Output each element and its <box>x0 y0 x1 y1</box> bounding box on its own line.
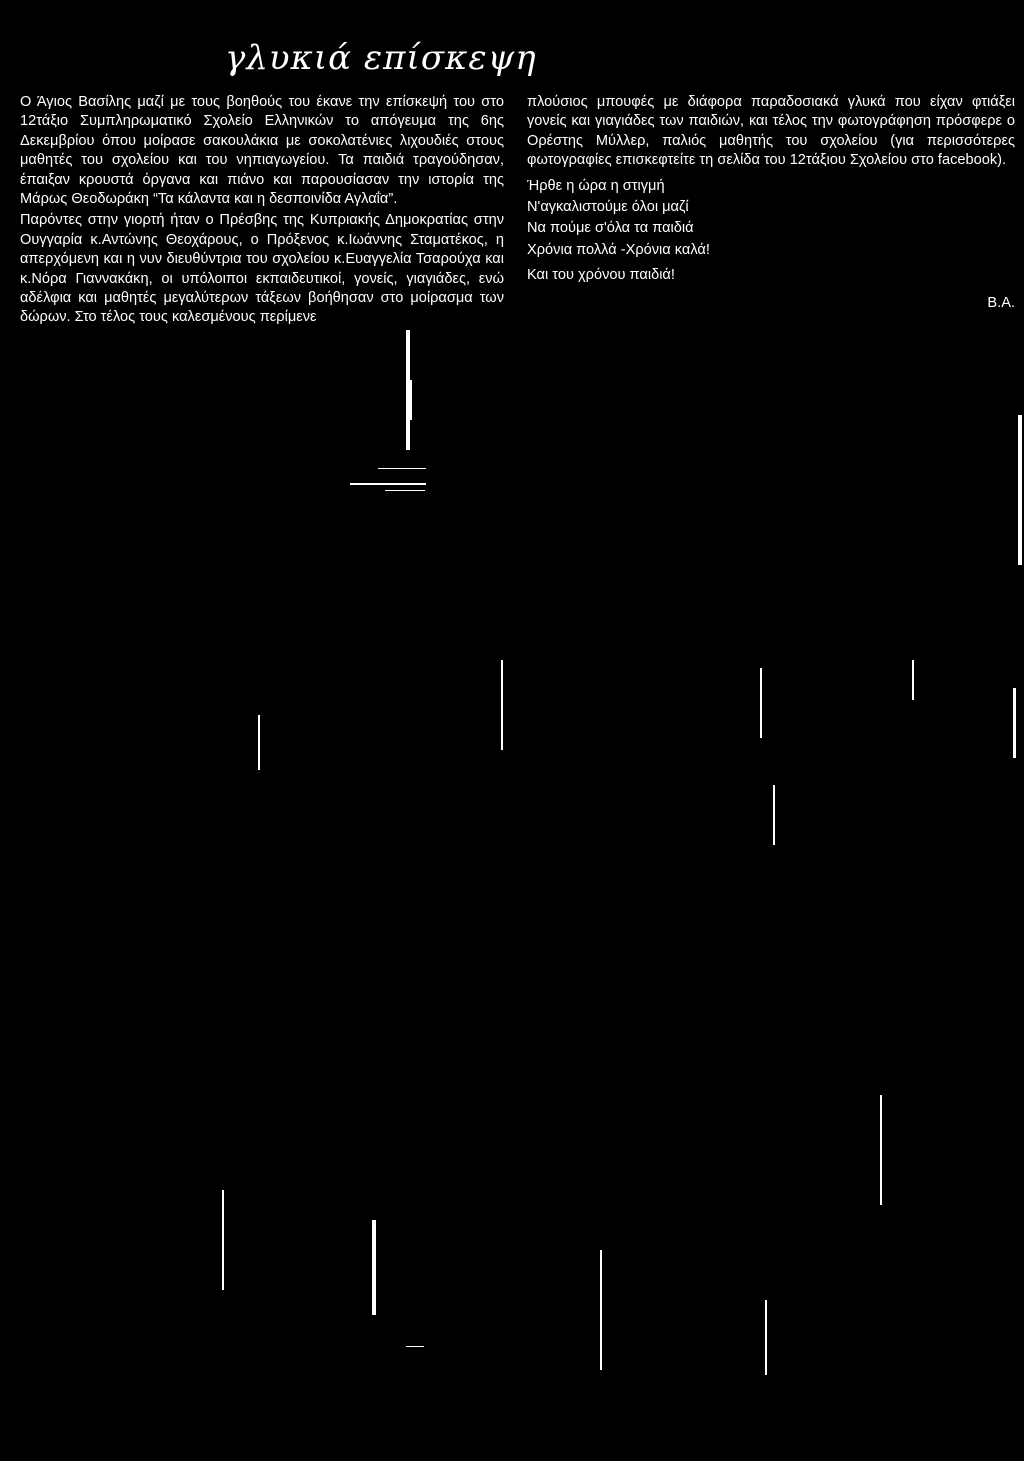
poem-line-1: Ήρθε η ώρα η στιγμή <box>527 177 665 194</box>
signature: Β.Α. <box>987 294 1015 311</box>
scan-artifact <box>773 785 775 845</box>
scan-artifact <box>372 1220 376 1315</box>
poem-line-3: Να πούμε σ'όλα τα παιδιά <box>527 220 694 237</box>
scan-artifact <box>378 468 426 469</box>
poem-line-4: Χρόνια πολλά -Χρόνια καλά! <box>527 241 710 258</box>
scan-artifact <box>222 1190 224 1290</box>
scan-artifact <box>880 1095 882 1205</box>
closing-line: Και του χρόνου παιδιά! <box>527 267 675 284</box>
article-title: γλυκιά επίσκεψη <box>225 38 537 78</box>
poem-line-2: Ν'αγκαλιστούμε όλοι μαζί <box>527 199 689 216</box>
scan-artifact <box>1018 415 1022 565</box>
scan-artifact <box>350 483 426 485</box>
scan-artifact <box>765 1300 767 1375</box>
left-column <box>20 93 504 328</box>
right-paragraph: πλούσιος μπουφές με διάφορα παραδοσιακά γλυκά που είχαν φτιάξει γονείς και γιαγιάδες των παιδιών, και τέλος την φωτογράφηση πρόσφερε ο Ορέστης Μύλλερ, παλιός μαθητής του σχολείου (για περισσότερες φωτογραφίες επισκεφτείτε τη σελίδα του 12τάξιου Σχολείου στο facebook). <box>527 94 1015 169</box>
right-column <box>527 93 1015 313</box>
scan-artifact <box>501 660 503 750</box>
scan-artifact <box>385 490 425 491</box>
scan-artifact <box>258 715 260 770</box>
scan-artifact <box>600 1250 602 1370</box>
scan-artifact <box>406 1346 424 1347</box>
scan-artifact <box>912 660 914 700</box>
scan-artifact <box>1013 688 1016 758</box>
scan-artifact <box>410 380 412 420</box>
scan-artifact <box>760 668 762 738</box>
left-paragraph-2: Παρόντες στην γιορτή ήταν ο Πρέσβης της Κυπριακής Δημοκρατίας στην Ουγγαρία κ.Αντώνης Θεοχάρους, ο Πρόξενος κ.Ιωάννης Σταματέκος, η απερχόμενη και η νυν διευθύντρια του σχολείου κ.Ευαγγελία Τσαρούχα και κ.Νόρα Γιαννακάκη, οι υπόλοιποι εκπαιδευτικοί, γονείς, γιαγιάδες, ενώ αδέλφια και μαθητές μεγαλύτερων τάξεων βοήθησαν στο μοίρασμα των δώρων. Στο τέλος τους καλεσμένους περίμενε <box>20 212 504 326</box>
left-paragraph-1: Ο Άγιος Βασίλης μαζί με τους βοηθούς του έκανε την επίσκεψή του στο 12τάξιο Συμπληρωματικό Σχολείο Ελληνικών το απόγευμα της 6ης Δεκεμβρίου όπου μοίρασε σακουλάκια με σοκολατένιες λιχουδιές στους μαθητές του σχολείου και του νηπιαγωγείου. Τα παιδιά τραγούδησαν, έπαιξαν κρουστά όργανα και πιάνο και παρουσίασαν την ιστορία της Μάρως Θεοδωράκη “Τα κάλαντα και η δεσποινίδα Αγλαΐα”. <box>20 94 504 208</box>
